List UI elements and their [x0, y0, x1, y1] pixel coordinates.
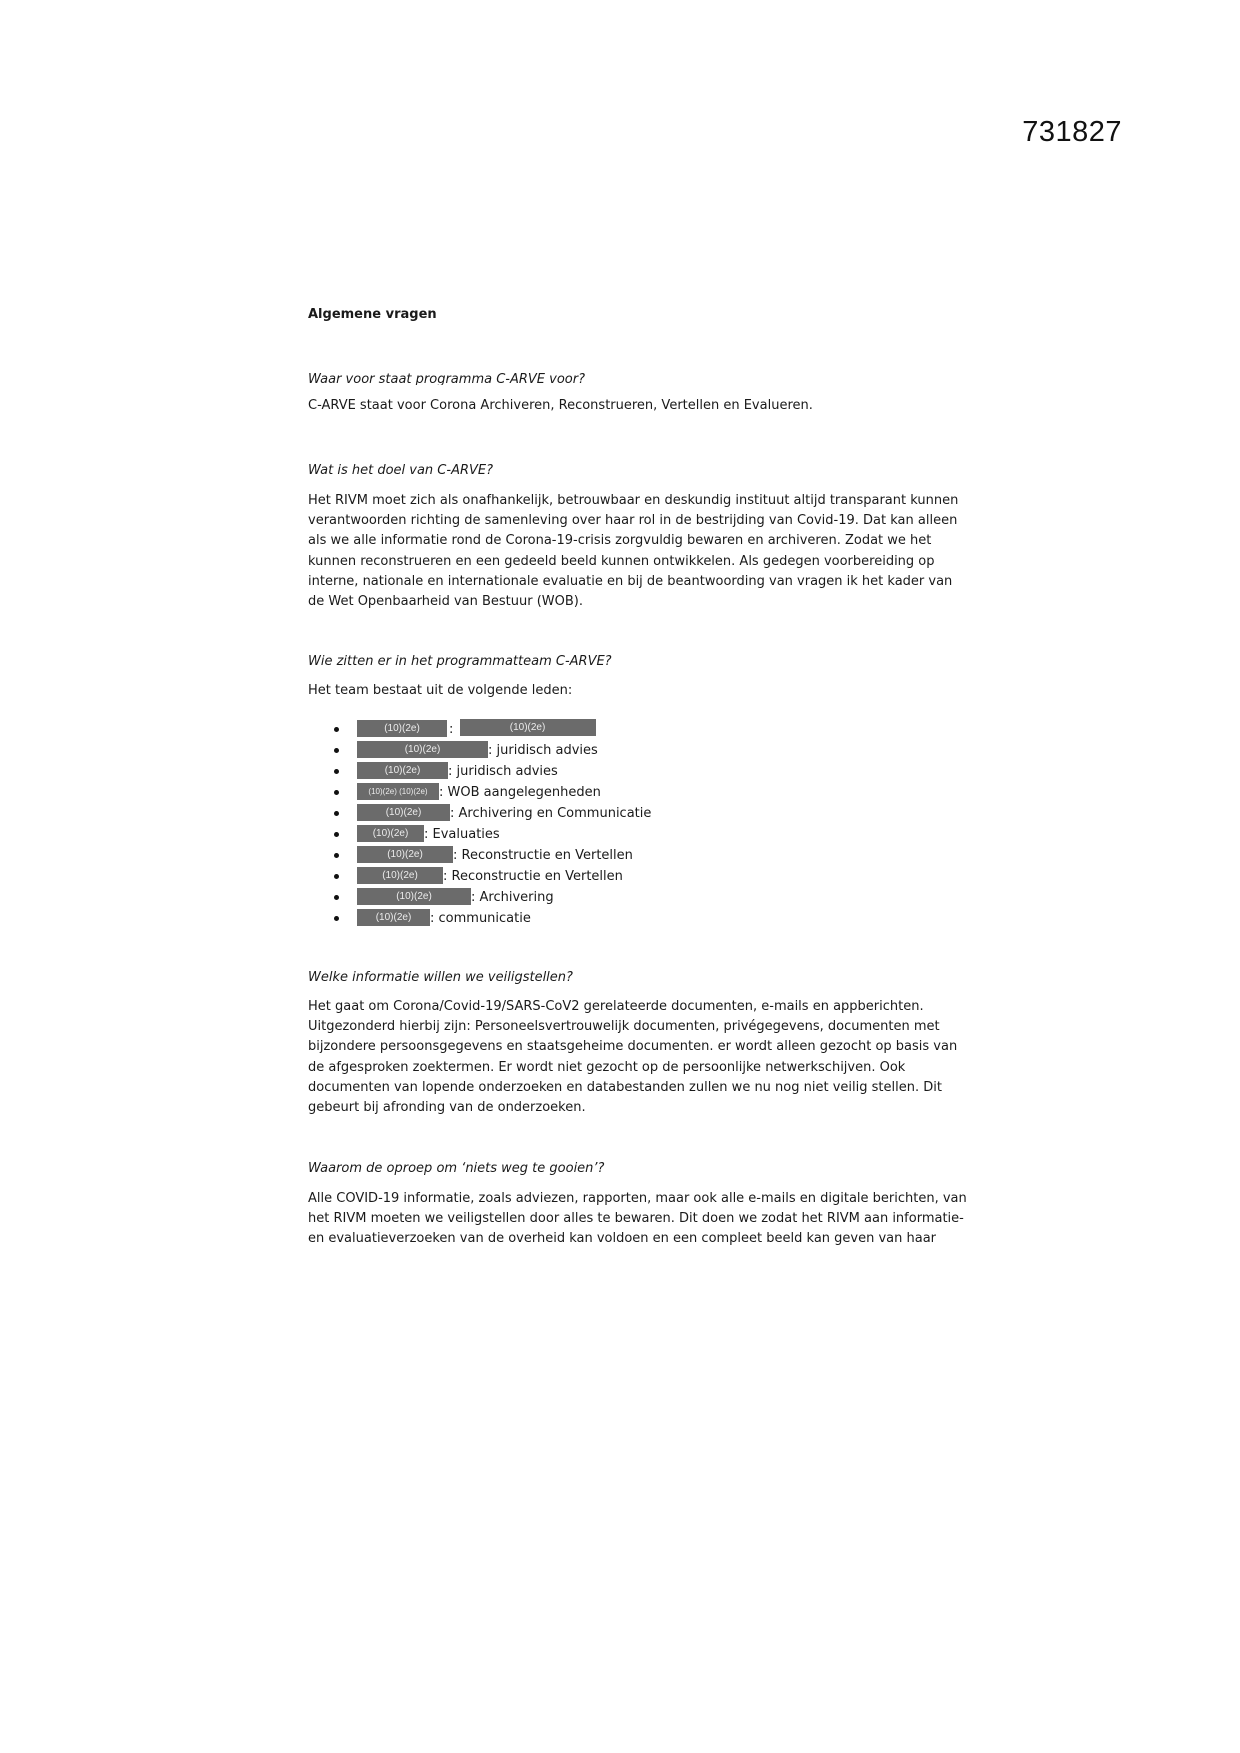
- redaction-box: (10)(2e): [357, 846, 453, 863]
- member-separator: :: [449, 722, 454, 737]
- question-4: Welke informatie willen we veiligstellen?: [308, 970, 573, 985]
- answer-4-line: documenten van lopende onderzoeken en databestanden zullen we nu nog niet veilig stellen. Dit: [308, 1079, 942, 1095]
- answer-4-line: de afgesproken zoektermen. Er wordt niet gezocht op de persoonlijke netwerkschijven. Ook: [308, 1059, 906, 1075]
- redaction-box: (10)(2e): [357, 741, 488, 758]
- answer-2-line: interne, nationale en internationale evaluatie en bij de beantwoording van vragen ik het kader van: [308, 573, 953, 589]
- member-role: : Archivering en Communicatie: [450, 806, 652, 821]
- answer-1-line: C-ARVE staat voor Corona Archiveren, Reconstrueren, Vertellen en Evalueren.: [308, 398, 813, 413]
- bullet-icon: [334, 895, 339, 900]
- answer-4-line: Uitgezonderd hierbij zijn: Personeelsvertrouwelijk documenten, privégegevens, documenten met: [308, 1019, 940, 1035]
- member-role: : Reconstructie en Vertellen: [443, 869, 623, 884]
- redaction-box: (10)(2e) (10)(2e): [357, 783, 439, 800]
- redaction-box: (10)(2e): [357, 909, 430, 926]
- answer-5: [308, 1189, 967, 1250]
- answer-3: [308, 681, 948, 701]
- list-item: [308, 908, 651, 929]
- list-item: [308, 782, 651, 803]
- question-3: Wie zitten er in het programmatteam C-ARVE?: [308, 654, 612, 669]
- member-role: : juridisch advies: [448, 764, 558, 779]
- list-item: [308, 761, 651, 782]
- redaction-box: (10)(2e): [357, 888, 471, 905]
- member-role: : Evaluaties: [424, 827, 500, 842]
- redaction-box: (10)(2e): [460, 719, 596, 736]
- answer-3-line: Het team bestaat uit de volgende leden:: [308, 683, 573, 698]
- bullet-icon: [334, 874, 339, 879]
- redaction-box: (10)(2e): [357, 762, 448, 779]
- list-item: [308, 740, 651, 761]
- bullet-icon: [334, 727, 339, 732]
- answer-2-line: de Wet Openbaarheid van Bestuur (WOB).: [308, 594, 584, 610]
- redaction-box: (10)(2e): [357, 804, 450, 821]
- bullet-icon: [334, 769, 339, 774]
- bullet-icon: [334, 916, 339, 921]
- bullet-icon: [334, 853, 339, 858]
- answer-4-line: gebeurt bij afronding van de onderzoeken.: [308, 1100, 586, 1116]
- answer-2-line: als we alle informatie rond de Corona-19-crisis zorgvuldig bewaren en archiveren. Zodat we het: [308, 533, 932, 549]
- answer-5-line: en evaluatieverzoeken van de overheid kan voldoen en een compleet beeld kan geven van haar: [308, 1231, 937, 1247]
- member-role: : WOB aangelegenheden: [439, 785, 601, 800]
- answer-2-line: verantwoorden richting de samenleving over haar rol in de bestrijding van Covid-19. Dat kan alleen: [308, 513, 958, 529]
- list-item: [308, 845, 651, 866]
- answer-2-line: Het RIVM moet zich als onafhankelijk, betrouwbaar en deskundig instituut altijd transparant kunnen: [308, 493, 959, 508]
- redaction-box: (10)(2e): [357, 867, 443, 884]
- team-member-list: [308, 719, 651, 929]
- list-item: [308, 719, 651, 740]
- list-item: [308, 824, 651, 845]
- bullet-icon: [334, 811, 339, 816]
- answer-2: [308, 491, 959, 612]
- bullet-icon: [334, 832, 339, 837]
- list-item: [308, 803, 651, 824]
- list-item: [308, 887, 651, 908]
- page-heading: Algemene vragen: [308, 307, 437, 322]
- answer-4: [308, 997, 958, 1118]
- answer-5-line: Alle COVID-19 informatie, zoals adviezen, rapporten, maar ook alle e-mails en digitale berichten, van: [308, 1191, 967, 1206]
- member-role: : juridisch advies: [488, 743, 598, 758]
- member-role: : Archivering: [471, 890, 554, 905]
- list-item: [308, 866, 651, 887]
- redaction-box: (10)(2e): [357, 720, 447, 737]
- member-role: : Reconstructie en Vertellen: [453, 848, 633, 863]
- answer-2-line: kunnen reconstrueren en een gedeeld beeld kunnen ontwikkelen. Als gedegen voorbereiding op: [308, 553, 935, 569]
- answer-1: [308, 396, 948, 416]
- answer-5-line: het RIVM moeten we veiligstellen door alles te bewaren. Dit doen we zodat het RIVM aan informatie-: [308, 1211, 964, 1227]
- answer-4-line: bijzondere persoonsgegevens en staatsgeheime documenten. er wordt alleen gezocht op basis van: [308, 1039, 958, 1055]
- bullet-icon: [334, 790, 339, 795]
- question-2: Wat is het doel van C-ARVE?: [308, 463, 494, 478]
- bullet-icon: [334, 748, 339, 753]
- member-role: : communicatie: [430, 911, 531, 926]
- question-5: Waarom de oproep om ‘niets weg te gooien’?: [308, 1161, 605, 1176]
- answer-4-line: Het gaat om Corona/Covid-19/SARS-CoV2 gerelateerde documenten, e-mails en appberichten.: [308, 999, 924, 1014]
- redaction-box: (10)(2e): [357, 825, 424, 842]
- question-1: Waar voor staat programma C-ARVE voor?: [308, 372, 585, 385]
- document-number: 731827: [1022, 116, 1122, 148]
